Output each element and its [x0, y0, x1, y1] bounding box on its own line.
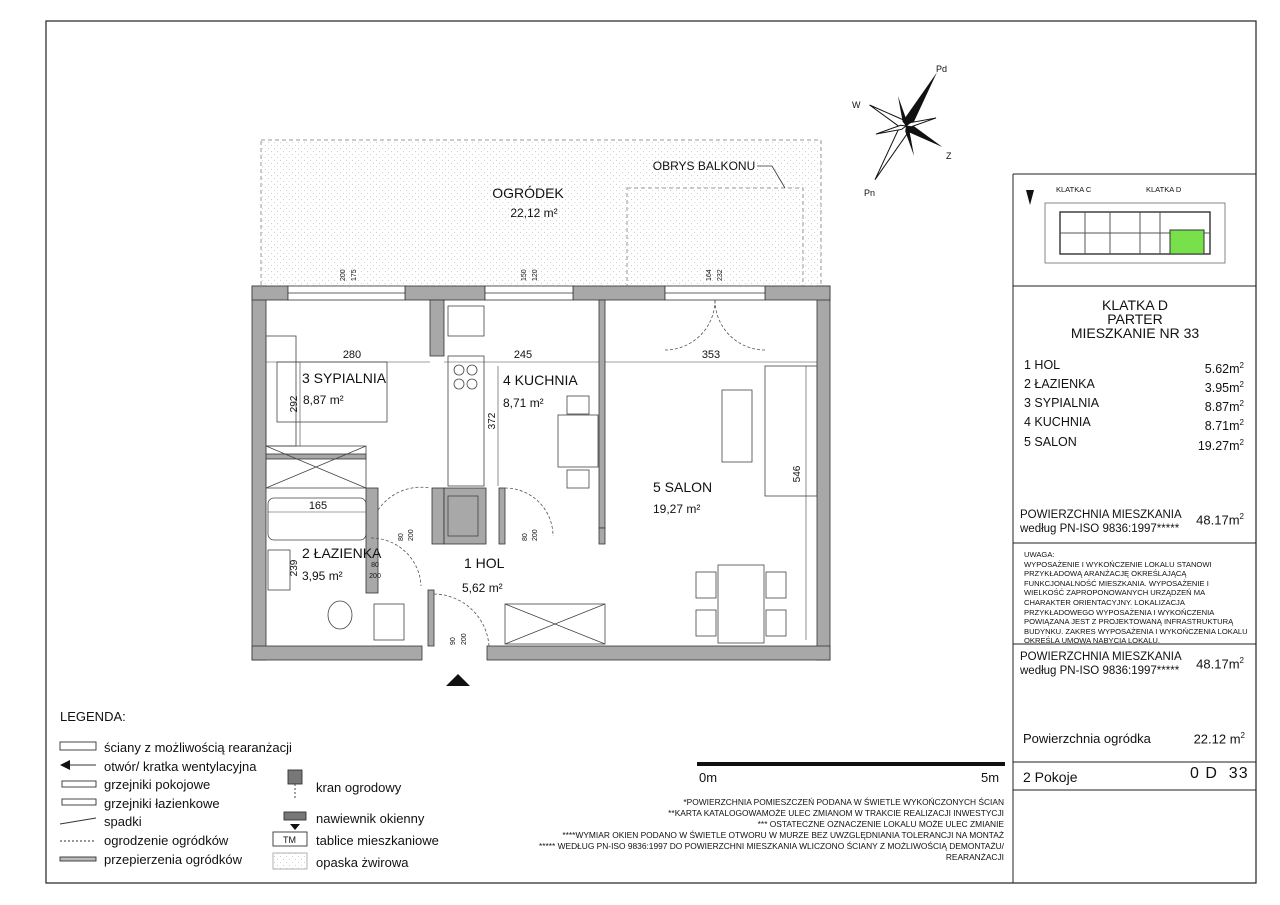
room-area: 8,71 m²: [503, 396, 544, 410]
svg-text:200: 200: [461, 633, 468, 645]
legend-item: nawiewnik okienny: [316, 811, 425, 826]
svg-text:165: 165: [308, 500, 328, 512]
legend-item: grzejniki pokojowe: [104, 777, 211, 793]
legend-list: [104, 739, 292, 869]
room-row: 4 KUCHNIA $8.71m^2$: [1024, 415, 1244, 434]
svg-text:239: 239: [289, 559, 300, 577]
svg-text:150: 150: [521, 269, 528, 281]
legend-item: grzejniki łazienkowe: [104, 795, 220, 811]
balcony-outline-label: OBRYS BALKONU: [652, 159, 756, 173]
svg-text:5m: 5m: [981, 770, 1000, 785]
sofa: [765, 366, 817, 496]
room-row: 1 HOL $5.62m^2$: [1024, 358, 1244, 377]
garden-label: OGRÓDEK: [492, 185, 564, 201]
svg-text:280: 280: [342, 349, 362, 361]
windows: [288, 286, 765, 300]
svg-text:Z: Z: [946, 151, 952, 161]
total-area-block-2: POWIERZCHNIA MIESZKANIA według PN-ISO 9836:1997***** $48.17m^2$: [1020, 651, 1244, 677]
coffee-table: [722, 390, 752, 462]
room-name: 4 KUCHNIA: [503, 372, 578, 388]
svg-text:KLATKA C: KLATKA C: [1056, 185, 1092, 194]
svg-text:164: 164: [706, 269, 713, 281]
legend-item: ściany z możliwością rearanżacji: [104, 740, 292, 755]
svg-text:90: 90: [450, 637, 457, 645]
svg-text:KLATKA D: KLATKA D: [1146, 185, 1182, 194]
svg-text:372: 372: [487, 412, 498, 430]
toilet: [328, 601, 352, 629]
svg-text:353: 353: [701, 349, 721, 361]
svg-text:175: 175: [351, 269, 358, 281]
svg-text:80: 80: [522, 533, 529, 541]
legend-item: spadki: [104, 814, 142, 830]
legend-item: kran ogrodowy: [316, 780, 402, 795]
room-area: 5,62 m²: [462, 581, 503, 595]
compass-rose-icon: [839, 51, 974, 200]
room-area: 8,87 m²: [303, 393, 344, 407]
dining-table: [718, 565, 764, 643]
room-row: 2 ŁAZIENKA $3.95m^2$: [1024, 377, 1244, 396]
kitchen-table: [558, 415, 598, 467]
apartment-number-title: MIESZKANIE NR 33: [1070, 325, 1200, 341]
svg-text:292: 292: [289, 395, 300, 413]
legend-item: otwór/ kratka wentylacyjna: [104, 758, 257, 774]
svg-text:232: 232: [717, 269, 724, 281]
garden-area-row: Powierzchnia ogródka 22.12 $m^2$: [1023, 731, 1245, 747]
north-arrow-icon: [1026, 190, 1034, 205]
svg-text:80: 80: [371, 562, 379, 569]
room-name: 5 SALON: [653, 479, 713, 495]
svg-text:80: 80: [398, 533, 405, 541]
room-area-list: [1024, 358, 1244, 454]
apartment-header: [1016, 298, 1254, 340]
floor-title: PARTER: [1107, 311, 1163, 327]
svg-text:200: 200: [532, 529, 539, 541]
garden-area: [261, 140, 821, 286]
staircase-title: KLATKA D: [1102, 297, 1168, 313]
svg-text:200: 200: [340, 269, 347, 281]
footnotes: *POWIERZCHNIA POMIESZCZEŃ PODANA W ŚWIETLE WYKOŃCZONYCH ŚCIAN **KARTA KATALOGOWAMOŻE ULEC ZMIANOM W TRAKCIE REALIZACJI INWESTYCJI *** OSTATECZNE OZNACZENIE LOKALU MOŻE ULEC ZMIANIE ****WYMIAR OKIEN PODANO W ŚWIETLE OTWORU W MURZE BEZ UWZGLĘDNIANIA TOLERANCJI NA MONTAŻ ***** WEDŁUG PN-ISO 9836:1997 DO POWIERZCHNI MIESZKANIA WLICZONO ŚCIANY Z MOŻLIWOŚCIĄ DEMONTAŻU/ REARANŻACJI: [538, 797, 1004, 862]
svg-text:546: 546: [792, 465, 803, 483]
room-name: 1 HOL: [464, 555, 505, 571]
room-area: 3,95 m²: [302, 569, 343, 583]
building-key-map: [1026, 185, 1225, 263]
svg-text:0m: 0m: [699, 770, 718, 785]
apartment-highlight: [1170, 230, 1204, 254]
svg-text:Pn: Pn: [864, 188, 876, 198]
garden-area-label: 22,12 m²: [510, 206, 558, 220]
legend-item: ogrodzenie ogródków: [104, 832, 229, 848]
sink: [268, 550, 290, 590]
disclaimer-note: UWAGA: WYPOSAŻENIE I WYKOŃCZENIE LOKALU STANOWI PRZYKŁADOWĄ ARANŻACJĘ OKREŚLAJĄCĄ FUNKCJONALNOŚĆ MIESZKANIA. WYPOSAŻENIE I WIELKOŚĆ ZAPROPONOWANYCH URZĄDZEŃ MA CHARAKTER ORIENTACYJNY. LOKALIZACJA PRZYKŁADOWEGO WYPOSAŻENIA I WYKOŃCZENIA POWIĄZANA JEST Z PROJEKTOWANĄ INFRASTRUKTURĄ BUDYNKU. ZAKRES WYPOSAŻENIA I WYKOŃCZENIA LOKALU OKREŚLA UMOWA NABYCIA LOKALU.: [1024, 550, 1248, 646]
kitchen-counter: [448, 356, 484, 486]
entrance-arrow-icon: [446, 674, 470, 686]
room-area: 19,27 m²: [653, 502, 701, 516]
svg-text:200: 200: [408, 529, 415, 541]
svg-text:Pd: Pd: [936, 64, 948, 74]
unit-code: 0 D 33: [1190, 765, 1249, 782]
svg-text:245: 245: [513, 349, 533, 361]
svg-text:TM: TM: [283, 835, 296, 845]
legend-item: przepierzenia ogródków: [104, 851, 243, 867]
svg-text:120: 120: [532, 269, 539, 281]
rooms-count: 2 Pokoje: [1023, 769, 1078, 785]
total-area-block: POWIERZCHNIA MIESZKANIA według PN-ISO 9836:1997***** $48.17m^2$: [1020, 509, 1244, 535]
svg-text:W: W: [852, 100, 861, 110]
room-row: 5 SALON $19.27m^2$: [1024, 434, 1244, 453]
room-name: 3 SYPIALNIA: [302, 370, 387, 386]
legend-item: opaska żwirowa: [316, 855, 409, 870]
legend-title: LEGENDA:: [60, 709, 126, 724]
room-name: 2 ŁAZIENKA: [302, 545, 382, 561]
scale-bar: [697, 762, 1005, 785]
svg-text:200: 200: [369, 573, 381, 580]
room-row: 3 SYPIALNIA $8.87m^2$: [1024, 396, 1244, 415]
room-labels: [302, 370, 712, 595]
legend-item: tablice mieszkaniowe: [316, 833, 439, 848]
